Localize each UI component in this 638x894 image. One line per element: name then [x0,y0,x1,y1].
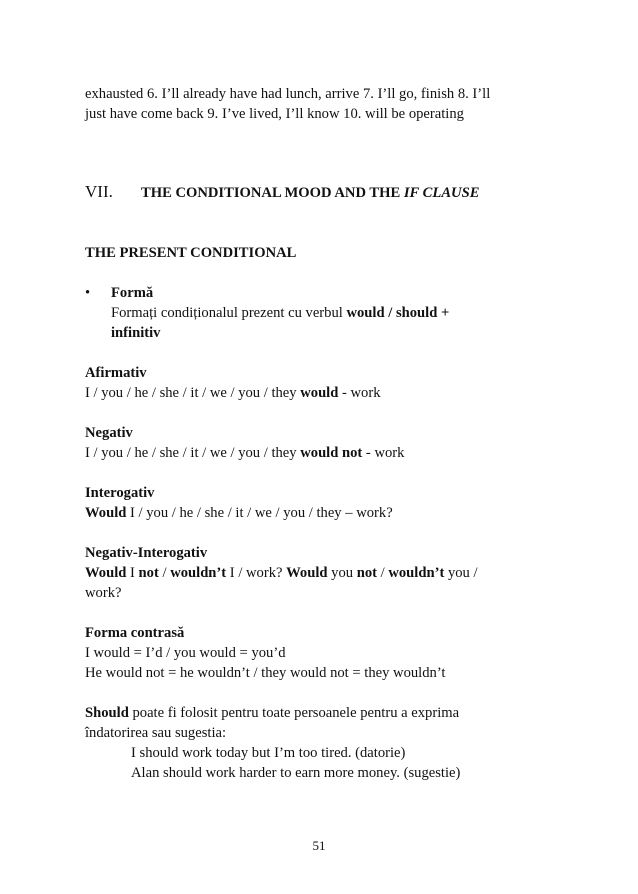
ni-t2: / [158,565,171,581]
interogativ-heading: Interogativ [85,485,155,501]
forma-contrasa-heading: Forma contrasă [85,625,185,641]
ni-b1: Would [85,565,127,581]
afirmativ-line [85,383,555,403]
section-title: THE PRESENT CONDITIONAL [85,245,297,261]
forma-bold-1: would / should + [346,305,450,321]
afirmativ-bold: would [300,385,339,401]
ni-t4: you [327,565,357,581]
intro-line-2: just have come back 9. I’ve lived, I’ll know 10. will be operating [85,106,464,122]
should-line-2: îndatorirea sau sugestia: [85,725,227,741]
ni-b5: not [356,565,377,581]
negativ-post: - work [362,445,405,461]
negativ-pre: I / you / he / she / it / we / you / they [85,445,301,461]
intro-line-1: exhausted 6. I’ll already have had lunch, arrive 7. I’ll go, finish 8. I’ll [85,86,491,102]
page-content [85,84,555,783]
ni-b3: wouldn’t [170,565,227,581]
negativ-heading: Negativ [85,425,133,441]
negativ-interogativ-line [85,563,555,603]
ni-t5: / [376,565,389,581]
ni-b2: not [138,565,159,581]
ni-line-2: work? [85,585,122,601]
ni-b4: Would [286,565,328,581]
interogativ-bold: Would [85,505,127,521]
negativ-line [85,443,555,463]
should-paragraph [85,703,555,743]
should-bold: Should [85,705,129,721]
ni-b6: wouldn’t [388,565,445,581]
forma-text-plain: Formați condiționalul prezent cu verbul [111,305,347,321]
should-text: poate fi folosit pentru toate persoanele pentru a exprima [128,705,460,721]
negativ-interogativ-heading: Negativ-Interogativ [85,545,208,561]
forma-label: Formă [111,285,154,301]
forma-bold-2: infinitiv [111,325,161,341]
interogativ-line [85,503,555,523]
ni-t6: you / [444,565,478,581]
chapter-title [141,183,479,203]
forma-contrasa-line-2: He would not = he wouldn’t / they would not = they wouldn’t [85,665,446,681]
page-number: 51 [312,838,326,853]
forma-contrasa-line-1: I would = I’d / you would = you’d [85,645,286,661]
chapter-number: VII. [85,182,113,201]
should-example-2: Alan should work harder to earn more money. (sugestie) [131,765,461,781]
should-example-1: I should work today but I’m too tired. (datorie) [131,745,406,761]
forma-bullet-item [85,283,555,343]
chapter-title-main: THE CONDITIONAL MOOD AND THE [141,185,404,201]
ni-t3: I / work? [226,565,287,581]
chapter-heading [85,182,555,203]
ni-t1: I [126,565,139,581]
forma-text [111,303,555,343]
interogativ-post: I / you / he / she / it / we / you / they – work? [126,505,393,521]
afirmativ-post: - work [338,385,381,401]
afirmativ-pre: I / you / he / she / it / we / you / they [85,385,301,401]
bullet-icon: • [85,285,91,301]
negativ-bold: would not [300,445,363,461]
afirmativ-heading: Afirmativ [85,365,147,381]
chapter-title-italic: IF CLAUSE [403,185,480,201]
